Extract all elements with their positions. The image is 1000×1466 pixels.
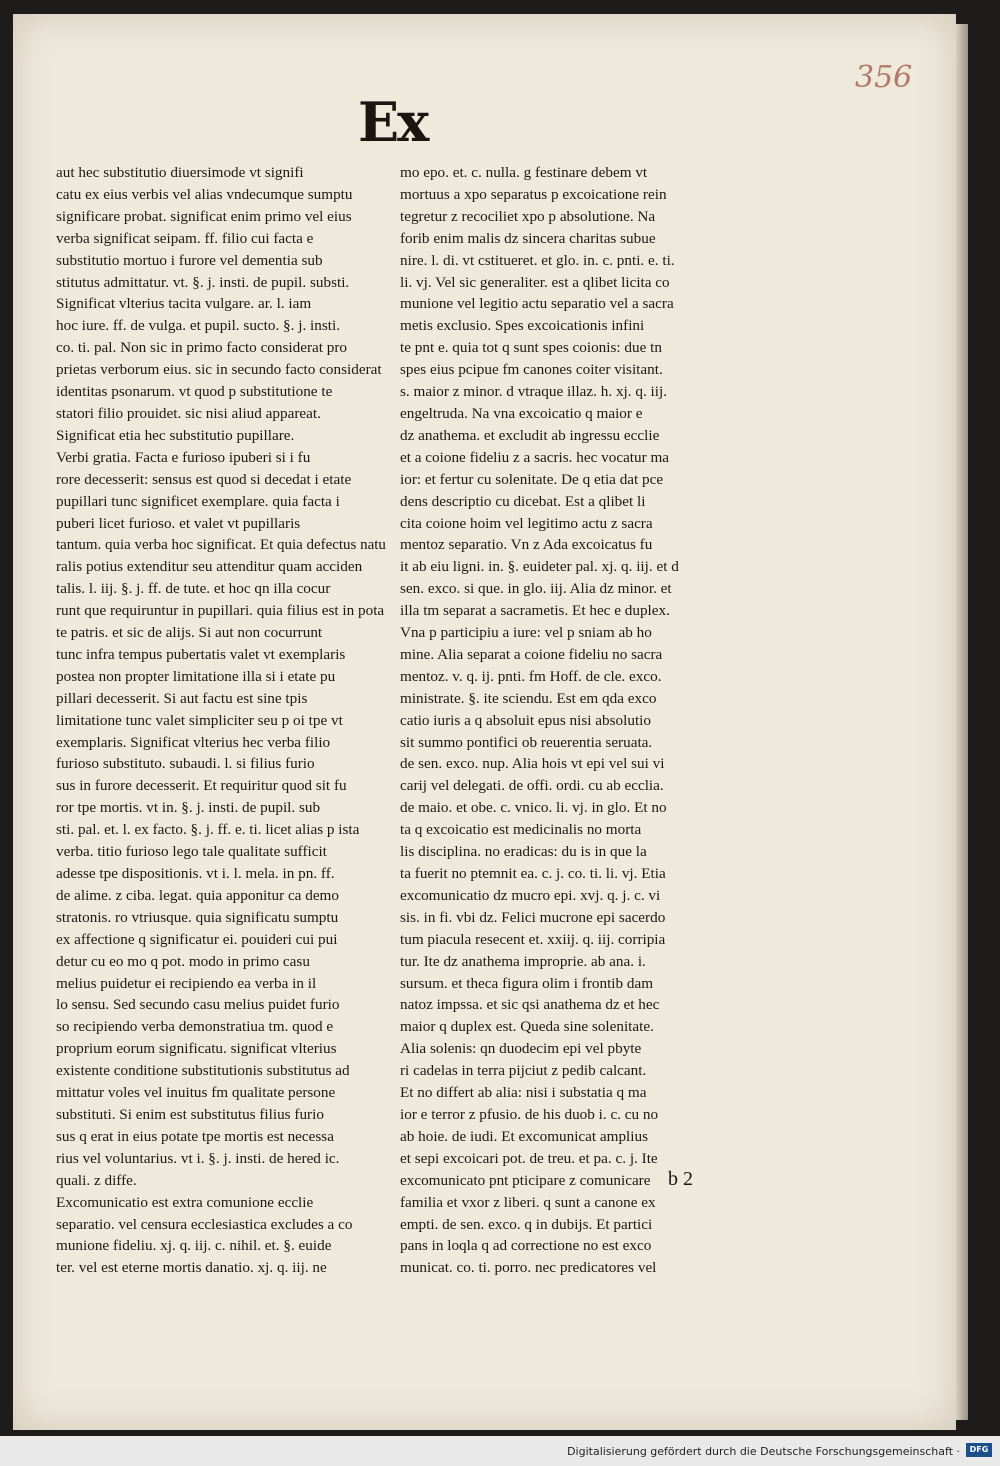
text-line: mortuus a xpo separatus p excoicatione rein [400, 185, 667, 203]
text-line: tegretur z recociliet xpo p absolutione. Na [400, 207, 656, 225]
text-line: it ab eiu ligni. in. §. euideter pal. xj. q. iij. et d [400, 558, 679, 576]
text-line: cita coione hoim vel legitimo actu z sacra [400, 514, 653, 532]
text-line: puberi licet furioso. et valet vt pupillaris [56, 514, 301, 532]
text-line: te patris. et sic de alijs. Si aut non cocurrunt [56, 624, 323, 642]
text-line: dz anathema. et excludit ab ingressu ecclie [400, 426, 660, 444]
left-text-column [56, 162, 386, 1279]
text-line: tantum. quia verba hoc significat. Et quia defectus natu [56, 536, 386, 554]
text-line: lo sensu. Sed secundo casu melius puidet furio [56, 996, 340, 1014]
text-line: excomunicato pnt pticipare z comunicare [400, 1171, 651, 1189]
text-line: metis exclusio. Spes excoicationis infini [400, 317, 645, 335]
text-line: municat. co. ti. porro. nec predicatores vel [400, 1259, 657, 1277]
text-line: significare probat. significat enim primo vel eius [56, 207, 352, 225]
text-line: so recipiendo verba demonstratiua tm. quod e [56, 1018, 334, 1036]
text-line: limitatione tunc valet simpliciter seu p oi tpe vt [56, 711, 343, 729]
text-line: runt que requiruntur in pupillari. quia filius est in pota [56, 602, 385, 620]
text-line: ror tpe mortis. vt in. §. j. insti. de pupil. sub [56, 799, 321, 817]
text-line: natoz impssa. et sic qsi anathema dz et hec [400, 996, 660, 1014]
text-line: engeltruda. Na vna excoicatio q maior e [400, 404, 643, 422]
text-line: adesse tpe dispositionis. vt i. l. mela. in pn. ff. [56, 865, 335, 882]
text-line: pupillari tunc significet exemplare. quia facta i [56, 492, 340, 510]
text-line: detur cu eo mo q pot. modo in primo casu [56, 952, 310, 970]
text-line: separatio. vel censura ecclesiastica excludes a co [56, 1215, 353, 1233]
text-line: statori filio prouidet. sic nisi aliud appareat. [56, 404, 321, 422]
text-line: ministrate. §. ite sciendu. Est em qda exco [400, 689, 657, 707]
text-line: tum piacula resecent et. xxiij. q. iij. corripia [400, 930, 666, 948]
text-line: exemplaris. Significat vlterius hec verba filio [56, 733, 331, 751]
text-line: te pnt e. quia tot q sunt spes coionis: due tn [400, 339, 662, 357]
text-line: substitutio mortuo i furore vel dementia sub [56, 251, 323, 269]
text-line: munione fideliu. xj. q. iij. c. nihil. et. §. euide [56, 1237, 332, 1255]
text-line: furioso substituto. subaudi. l. si filius furio [56, 755, 315, 773]
text-line: spes eius pcipue fm canones coiter visitant. [400, 361, 663, 379]
text-line: s. maior z minor. d vtraque illaz. h. xj. q. iij. [400, 383, 667, 401]
text-line: mentoz separatio. Vn z Ada excoicatus fu [400, 536, 653, 554]
text-line: sus in furore decesserit. Et requiritur quod sit fu [56, 777, 347, 795]
text-line: aut hec substitutio diuersimode vt signifi [56, 164, 304, 181]
text-line: de maio. et obe. c. vnico. li. vj. in glo. Et no [400, 799, 667, 817]
text-line: catio iuris a q absoluit epus nisi absolutio [400, 711, 651, 729]
footer-bar [0, 1436, 1000, 1466]
text-line: identitas psonarum. vt quod p substitutione te [56, 383, 333, 401]
text-line: ri cadelas in terra pijciut z pedib calcant. [400, 1062, 647, 1080]
text-line: ior e terror z pfusio. de his duob i. c. cu no [400, 1105, 659, 1123]
text-line: carij vel delegati. de offi. ordi. cu ab ecclia. [400, 777, 664, 795]
text-line: sen. exco. si que. in glo. iij. Alia dz minor. et [400, 580, 672, 598]
page-edge [956, 24, 968, 1420]
text-line: pillari decesserit. Si aut factu est sine tpis [56, 689, 308, 707]
text-line: ta q excoicatio est medicinalis no morta [400, 821, 642, 839]
text-line: pans in loqla q ad correctione no est exco [400, 1237, 652, 1255]
text-line: substituti. Si enim est substitutus filius furio [56, 1105, 324, 1123]
text-line: nire. l. di. vt cstitueret. et glo. in. c. pnti. e. ti. [400, 251, 675, 269]
text-line: illa tm separat a sacrametis. Et hec e duplex. [400, 602, 670, 620]
signature-mark: b 2 [668, 1168, 693, 1190]
text-line: dens descriptio cu dicebat. Est a qlibet li [400, 492, 646, 510]
text-line: sis. in fi. vbi dz. Felici mucrone epi sacerdo [400, 908, 666, 926]
text-line: Vna p participiu a iure: vel p sniam ab ho [400, 624, 652, 642]
text-line: familia et vxor z liberi. q sunt a canone ex [400, 1193, 656, 1211]
text-line: postea non propter limitatione illa si i etate pu [56, 667, 336, 685]
text-line: melius puidetur ei recipiendo ea verba in il [56, 974, 317, 992]
text-line: excomunicatio dz mucro epi. xvj. q. j. c. vi [400, 886, 661, 904]
text-line: sti. pal. et. l. ex facto. §. j. ff. e. ti. licet alias p ista [56, 821, 360, 839]
funding-notice: Digitalisierung gefördert durch die Deutsche Forschungsgemeinschaft · [567, 1445, 960, 1458]
text-line: quali. z diffe. [56, 1171, 137, 1189]
text-line: rore decesserit: sensus est quod si decedat i etate [56, 470, 352, 488]
text-line: Significat etia hec substitutio pupillare. [56, 426, 295, 444]
text-line: ior: et fertur cu solenitate. De q etia dat pce [400, 470, 664, 488]
text-line: maior q duplex est. Queda sine solenitate. [400, 1018, 654, 1036]
text-line: proprium eorum significatu. significat vlterius [56, 1040, 337, 1058]
text-line: et a coione fideliu z a sacris. hec vocatur ma [400, 448, 670, 466]
text-line: Alia solenis: qn duodecim epi vel pbyte [400, 1040, 642, 1058]
text-line: talis. l. iij. §. j. ff. de tute. et hoc qn illa cocur [56, 580, 331, 598]
text-line: Verbi gratia. Facta e furioso ipuberi si i fu [56, 448, 311, 466]
text-line: catu ex eius verbis vel alias vndecumque sumptu [56, 185, 353, 203]
text-line: stitutus admittatur. vt. §. j. insti. de pupil. substi. [56, 273, 350, 291]
text-line: lis disciplina. no eradicas: du is in que la [400, 843, 647, 861]
text-line: mentoz. v. q. ij. pnti. fm Hoff. de cle. exco. [400, 667, 662, 685]
text-line: li. vj. Vel sic generaliter. est a qlibet licita co [400, 273, 670, 291]
text-line: tunc infra tempus pubertatis valet vt exemplaris [56, 645, 346, 663]
text-line: de sen. exco. nup. Alia hois vt epi vel sui vi [400, 755, 665, 773]
text-line: munione vel legitio actu separatio vel a sacra [400, 295, 674, 313]
text-line: ta fuerit no ptemnit ea. c. j. co. ti. li. vj. Etia [400, 865, 666, 882]
text-line: co. ti. pal. Non sic in primo facto considerat pro [56, 339, 348, 357]
text-line: de alime. z ciba. legat. quia apponitur ca demo [56, 886, 339, 904]
folio-number: 356 [855, 60, 913, 95]
text-line: existente conditione substitutionis substitutus ad [56, 1062, 350, 1080]
text-line: mittatur voles vel inuitus fm qualitate persone [56, 1084, 336, 1102]
text-line: Excomunicatio est extra comunione ecclie [56, 1193, 314, 1211]
text-line: et sepi excoicari pot. de treu. et pa. c. j. Ite [400, 1149, 658, 1167]
text-line: hoc iure. ff. de vulga. et pupil. sucto. §. j. insti. [56, 317, 341, 335]
text-line: Et no differt ab alia: nisi i substatia q ma [400, 1084, 647, 1102]
text-line: Significat vlterius tacita vulgare. ar. l. iam [56, 295, 312, 313]
text-line: rius vel voluntarius. vt i. §. j. insti. de hered ic. [56, 1149, 340, 1167]
text-line: forib enim malis dz sincera charitas subue [400, 229, 656, 247]
text-line: ab hoie. de iudi. Et excomunicat amplius [400, 1127, 648, 1145]
text-line: sursum. et theca figura olim i frontib dam [400, 974, 654, 992]
text-line: prietas verborum eius. sic in secundo facto considerat [56, 361, 382, 379]
text-line: mo epo. et. c. nulla. g festinare debem vt [400, 164, 648, 181]
text-line: sit summo pontifici ob reuerentia seruata. [400, 733, 653, 751]
text-line: ter. vel est eterne mortis danatio. xj. q. iij. ne [56, 1259, 327, 1277]
right-text-column [400, 162, 730, 1279]
text-line: empti. de sen. exco. q in dubijs. Et partici [400, 1215, 653, 1233]
text-line: ex affectione q significatur ei. pouideri cui pui [56, 930, 338, 948]
text-line: verba significat seipam. ff. filio cui facta e [56, 229, 314, 247]
text-line: ralis potius extenditur seu attenditur quam acciden [56, 558, 363, 576]
text-line: mine. Alia separat a coione fideliu no sacra [400, 645, 663, 663]
dfg-logo: DFG [966, 1443, 992, 1457]
text-line: stratonis. ro vtriusque. quia significatu sumptu [56, 908, 339, 926]
text-line: verba. titio furioso lego tale qualitate sufficit [56, 843, 327, 861]
running-head: Ex [358, 90, 428, 154]
text-line: sus q erat in eius potate tpe mortis est necessa [56, 1127, 334, 1145]
text-line: tur. Ite dz anathema improprie. ab ana. i. [400, 952, 646, 970]
